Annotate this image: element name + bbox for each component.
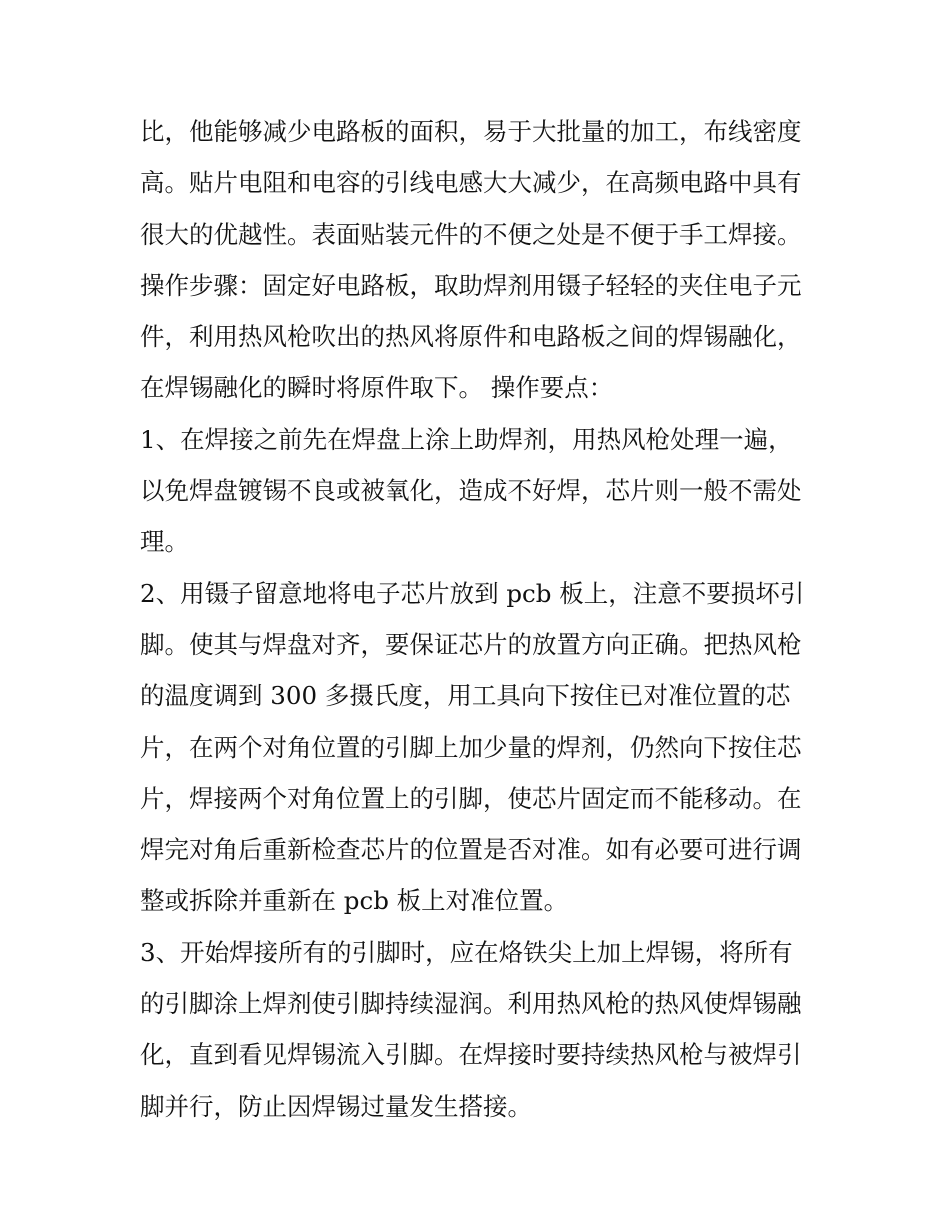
document-body (140, 106, 820, 1132)
text-line-5: 件，利用热风枪吹出的热风将原件和电路板之间的焊锡融化， (140, 322, 802, 352)
text-line-17: 3、开始焊接所有的引脚时，应在烙铁尖上加上焊锡，将所有 (140, 937, 793, 967)
text-line-14: 片，焊接两个对角位置上的引脚，使芯片固定而不能移动。在 (140, 783, 802, 813)
text-line-12: 的温度调到 300 多摄氏度，用工具向下按住已对准位置的芯 (140, 681, 791, 711)
text-line-18: 的引脚涂上焊剂使引脚持续湿润。利用热风枪的热风使焊锡融 (140, 989, 802, 1019)
text-line-2: 高。贴片电阻和电容的引线电感大大减少，在高频电路中具有 (140, 168, 802, 198)
text-line-4: 操作步骤：固定好电路板，取助焊剂用镊子轻轻的夹住电子元 (140, 270, 802, 300)
text-line-9: 理。 (140, 527, 189, 557)
text-line-15: 焊完对角后重新检查芯片的位置是否对准。如有必要可进行调 (140, 835, 802, 865)
text-line-3: 很大的优越性。表面贴装元件的不便之处是不便于手工焊接。 (140, 219, 802, 249)
text-line-8: 以免焊盘镀锡不良或被氧化，造成不好焊，芯片则一般不需处 (140, 476, 802, 506)
text-line-6: 在焊锡融化的瞬时将原件取下。 操作要点： (140, 373, 614, 403)
text-line-20: 脚并行，防止因焊锡过量发生搭接。 (140, 1091, 532, 1121)
text-line-10: 2、用镊子留意地将电子芯片放到 pcb 板上，注意不要损坏引 (140, 578, 805, 608)
text-line-16: 整或拆除并重新在 pcb 板上对准位置。 (140, 886, 569, 916)
text-line-7: 1、在焊接之前先在焊盘上涂上助焊剂，用热风枪处理一遍， (140, 424, 793, 454)
text-line-13: 片，在两个对角位置的引脚上加少量的焊剂，仍然向下按住芯 (140, 732, 802, 762)
text-line-1: 比，他能够减少电路板的面积，易于大批量的加工，布线密度 (140, 117, 802, 146)
text-line-11: 脚。使其与焊盘对齐，要保证芯片的放置方向正确。把热风枪 (140, 629, 802, 659)
text-line-19: 化，直到看见焊锡流入引脚。在焊接时要持续热风枪与被焊引 (140, 1040, 802, 1070)
